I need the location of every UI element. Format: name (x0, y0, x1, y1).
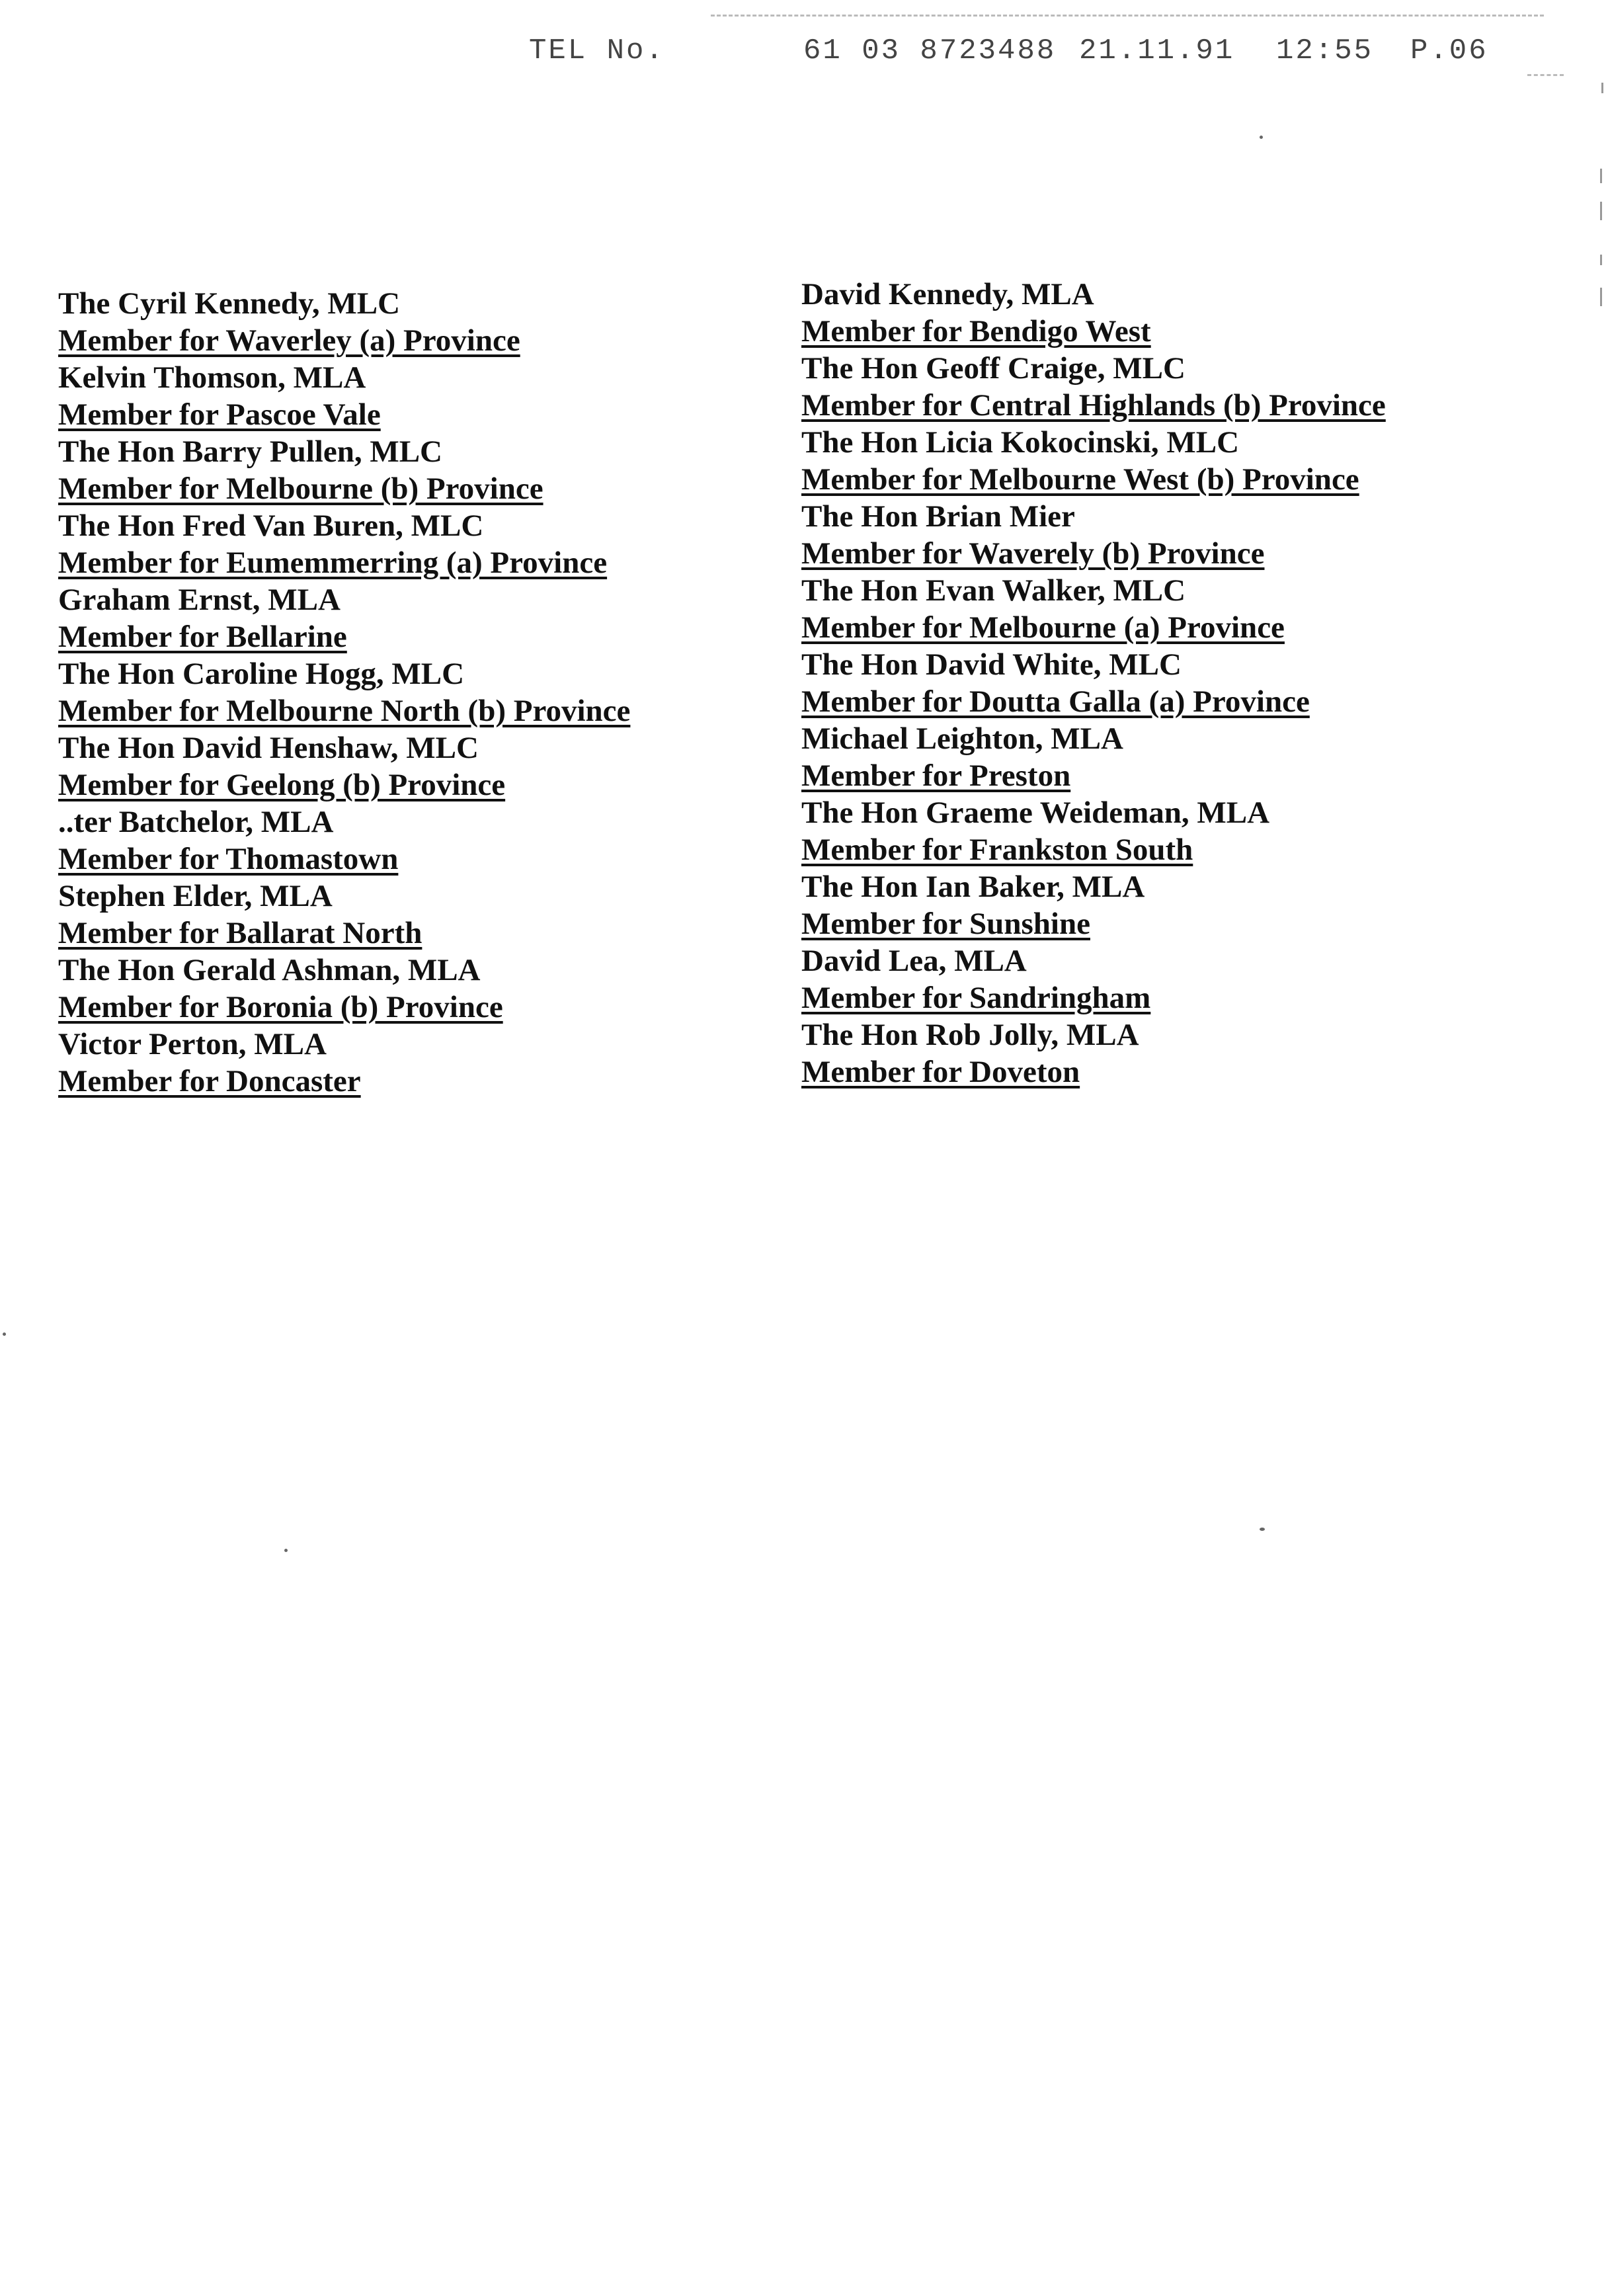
member-seat: Member for Ballarat North (58, 916, 422, 950)
member-name: The Cyril Kennedy, MLC (58, 286, 401, 321)
member-entry (58, 730, 785, 804)
member-seat: Member for Melbourne North (b) Province (58, 694, 631, 728)
member-seat: Member for Doncaster (58, 1064, 361, 1098)
member-name: David Kennedy, MLA (801, 277, 1094, 311)
member-seat: Member for Melbourne (a) Province (801, 610, 1285, 645)
member-entry (58, 360, 785, 434)
member-entry (58, 434, 785, 508)
member-entry (801, 276, 1529, 350)
member-name: Victor Perton, MLA (58, 1027, 327, 1061)
member-entry (801, 943, 1529, 1017)
member-name: ..ter Batchelor, MLA (58, 805, 334, 839)
scan-edge-mark (1600, 169, 1602, 183)
member-entry (801, 795, 1529, 869)
member-entry (58, 582, 785, 656)
member-entry (801, 721, 1529, 795)
scan-speck (1260, 136, 1263, 139)
member-seat: Member for Melbourne (b) Province (58, 472, 543, 506)
member-entry (58, 656, 785, 730)
fax-top-rule (711, 15, 1544, 17)
member-name: Graham Ernst, MLA (58, 583, 341, 617)
right-member-column (801, 276, 1529, 1091)
scan-edge-mark (1601, 83, 1603, 93)
member-entry (58, 286, 785, 360)
member-name: Stephen Elder, MLA (58, 879, 333, 913)
member-entry (801, 425, 1529, 499)
fax-header (529, 34, 1534, 74)
scan-speck (3, 1332, 6, 1336)
member-entry (801, 647, 1529, 721)
member-name: The Hon David White, MLC (801, 647, 1182, 682)
member-seat: Member for Eumemmerring (a) Province (58, 546, 608, 580)
scan-edge-mark (1600, 288, 1602, 306)
member-name: The Hon Fred Van Buren, MLC (58, 509, 484, 543)
member-seat: Member for Frankston South (801, 833, 1193, 867)
fax-date: 21.11.91 (1079, 34, 1235, 67)
left-member-column (58, 286, 785, 1100)
member-name: The Hon Rob Jolly, MLA (801, 1018, 1139, 1052)
member-entry (801, 350, 1529, 425)
member-seat: Member for Waverley (a) Province (58, 323, 520, 358)
member-entry (58, 878, 785, 952)
member-name: The Hon Caroline Hogg, MLC (58, 657, 465, 691)
member-name: The Hon Gerald Ashman, MLA (58, 953, 481, 987)
member-name: Kelvin Thomson, MLA (58, 360, 366, 395)
member-seat: Member for Central Highlands (b) Province (801, 388, 1386, 423)
member-seat: Member for Waverely (b) Province (801, 536, 1265, 571)
member-seat: Member for Thomastown (58, 842, 399, 876)
fax-page-number: P.06 (1410, 34, 1488, 67)
member-name: The Hon Barry Pullen, MLC (58, 434, 442, 469)
fax-phone-number: 61 03 8723488 (803, 34, 1057, 67)
member-name: The Hon David Henshaw, MLC (58, 731, 479, 765)
member-seat: Member for Melbourne West (b) Province (801, 462, 1359, 497)
member-entry (58, 952, 785, 1026)
member-name: The Hon Geoff Craige, MLC (801, 351, 1186, 386)
member-seat: Member for Sunshine (801, 907, 1090, 941)
member-name: Michael Leighton, MLA (801, 721, 1123, 756)
member-name: The Hon Ian Baker, MLA (801, 870, 1145, 904)
member-entry (58, 508, 785, 582)
member-name: The Hon Evan Walker, MLC (801, 573, 1186, 608)
member-seat: Member for Pascoe Vale (58, 397, 381, 432)
member-name: The Hon Licia Kokocinski, MLC (801, 425, 1240, 460)
scan-edge-mark (1600, 255, 1602, 265)
member-seat: Member for Doutta Galla (a) Province (801, 684, 1310, 719)
member-seat: Member for Geelong (b) Province (58, 768, 506, 802)
member-seat: Member for Boronia (b) Province (58, 990, 503, 1024)
fax-time: 12:55 (1276, 34, 1374, 67)
fax-tel-label: TEL No. (529, 34, 665, 67)
member-entry (801, 869, 1529, 943)
member-entry (801, 573, 1529, 647)
member-entry (58, 1026, 785, 1100)
member-seat: Member for Sandringham (801, 981, 1151, 1015)
scan-edge-mark (1600, 202, 1602, 220)
member-entry (801, 499, 1529, 573)
member-name: The Hon Brian Mier (801, 499, 1075, 534)
member-seat: Member for Bendigo West (801, 314, 1151, 348)
member-name: The Hon Graeme Weideman, MLA (801, 796, 1270, 830)
member-entry (801, 1017, 1529, 1091)
scan-speck (1260, 1528, 1265, 1531)
member-seat: Member for Preston (801, 758, 1071, 793)
member-name: David Lea, MLA (801, 944, 1027, 978)
member-entry (58, 804, 785, 878)
member-seat: Member for Doveton (801, 1055, 1080, 1089)
member-seat: Member for Bellarine (58, 620, 347, 654)
fax-edge-rule (1527, 74, 1564, 76)
scan-speck (284, 1549, 288, 1552)
